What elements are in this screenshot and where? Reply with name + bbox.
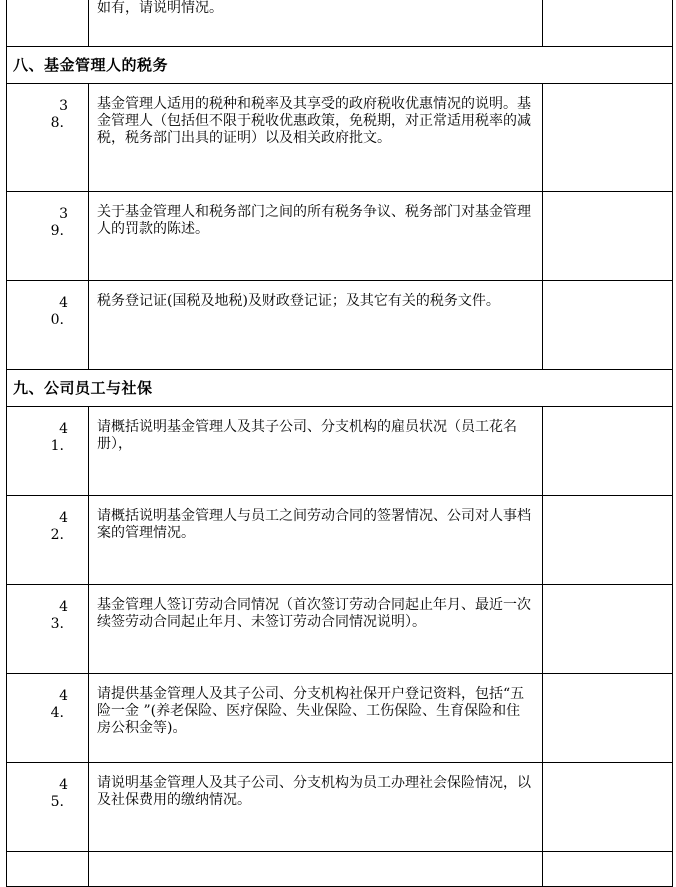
item-description: 基金管理人签订劳动合同情况（首次签订劳动合同起止年月、最近一次续签劳动合同起止年月、未签订劳动合同情况说明）。 xyxy=(89,585,543,674)
item-number-part: 9. xyxy=(50,223,64,239)
table-row xyxy=(7,496,673,585)
item-description xyxy=(89,852,543,887)
item-number-part: 4. xyxy=(50,705,64,721)
section-title-staff: 九、公司员工与社保 xyxy=(7,370,673,407)
item-number-cell xyxy=(7,407,89,496)
item-remark-cell xyxy=(543,585,673,674)
item-number-part: 8. xyxy=(50,115,64,131)
item-number-cell xyxy=(7,674,89,763)
item-number-part: 3. xyxy=(50,616,64,632)
item-remark-cell xyxy=(543,674,673,763)
item-description: 关于基金管理人和税务部门之间的所有税务争议、税务部门对基金管理人的罚款的陈述。 xyxy=(89,192,543,281)
item-number-part: 3 xyxy=(59,98,68,114)
item-remark-cell xyxy=(543,496,673,585)
item-description: 请说明基金管理人及其子公司、分支机构为员工办理社会保险情况，以及社保费用的缴纳情况。 xyxy=(89,763,543,852)
table-row xyxy=(7,192,673,281)
item-number-cell xyxy=(7,0,89,47)
item-number-part: 4 xyxy=(59,421,68,437)
item-number-cell xyxy=(7,852,89,887)
item-description: 如有，请说明情况。 xyxy=(89,0,543,47)
item-number-part: 1. xyxy=(50,438,64,454)
item-number-part: 5. xyxy=(50,794,64,810)
table-row xyxy=(7,674,673,763)
section-title-tax: 八、基金管理人的税务 xyxy=(7,47,673,84)
item-number-cell xyxy=(7,192,89,281)
section-header-row xyxy=(7,47,673,84)
item-description: 基金管理人适用的税种和税率及其享受的政府税收优惠情况的说明。基金管理人（包括但不限于税收优惠政策，免税期，对正常适用税率的减税，税务部门出具的证明）以及相关政府批文。 xyxy=(89,84,543,192)
item-number-part: 0. xyxy=(50,312,64,328)
table-row xyxy=(7,0,673,47)
item-remark-cell xyxy=(543,281,673,370)
item-remark-cell xyxy=(543,407,673,496)
item-number-part: 4 xyxy=(59,510,68,526)
item-number-cell xyxy=(7,585,89,674)
item-number-part: 2. xyxy=(50,527,64,543)
item-description: 请提供基金管理人及其子公司、分支机构社保开户登记资料，包括“五险一金 ”(养老保险、医疗保险、失业保险、工伤保险、生育保险和住房公积金等)。 xyxy=(89,674,543,763)
item-remark-cell xyxy=(543,763,673,852)
item-remark-cell xyxy=(543,852,673,887)
item-description: 请概括说明基金管理人及其子公司、分支机构的雇员状况（员工花名册）， xyxy=(89,407,543,496)
section-header-row xyxy=(7,370,673,407)
item-description: 请概括说明基金管理人与员工之间劳动合同的签署情况、公司对人事档案的管理情况。 xyxy=(89,496,543,585)
item-number-cell xyxy=(7,84,89,192)
item-number-part: 4 xyxy=(59,599,68,615)
item-description: 税务登记证(国税及地税)及财政登记证；及其它有关的税务文件。 xyxy=(89,281,543,370)
table-row xyxy=(7,84,673,192)
item-remark-cell xyxy=(543,84,673,192)
item-number-part: 4 xyxy=(59,777,68,793)
item-number-part: 4 xyxy=(59,688,68,704)
table-row xyxy=(7,407,673,496)
item-number-cell xyxy=(7,763,89,852)
table-row xyxy=(7,852,673,887)
item-remark-cell xyxy=(543,192,673,281)
item-number-cell xyxy=(7,281,89,370)
item-number-part: 3 xyxy=(59,206,68,222)
item-number-part: 4 xyxy=(59,295,68,311)
item-number-cell xyxy=(7,496,89,585)
table-row xyxy=(7,281,673,370)
due-diligence-table xyxy=(6,0,673,887)
table-row xyxy=(7,763,673,852)
item-remark-cell xyxy=(543,0,673,47)
table-row xyxy=(7,585,673,674)
